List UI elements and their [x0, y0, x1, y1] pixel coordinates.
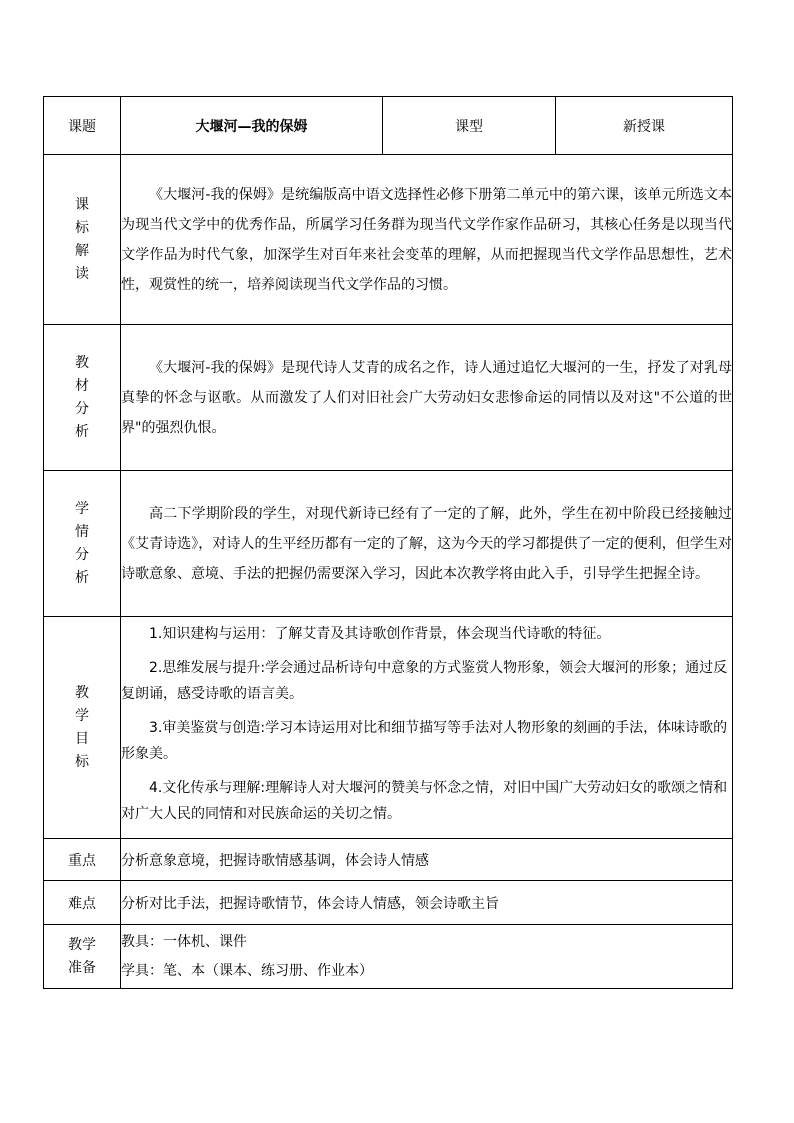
material-label-char: 析: [75, 423, 89, 440]
curriculum-content: [121, 155, 733, 325]
preparation-content: [121, 925, 733, 989]
material-text: 《大堰河-我的保姆》是现代诗人艾青的成名之作，诗人通过追忆大堰河的一生，抒发了对乳母真挚的怀念与讴歌。从而激发了人们对旧社会广大劳动妇女悲惨命运的同情以及对这"不公道的世界"的强烈仇恨。: [121, 359, 732, 436]
students-content: [121, 471, 733, 617]
goals-label-char: 标: [75, 753, 89, 770]
topic-value: 大堰河—我的保姆: [121, 97, 383, 155]
material-row: [44, 325, 733, 471]
key-points-label: 重点: [44, 839, 121, 881]
students-label-char: 析: [75, 569, 89, 586]
goal-item: 3.审美鉴赏与创造:学习本诗运用对比和细节描写等手法对人物形象的刻画的手法，体味诗歌的形象美。: [121, 719, 728, 762]
key-points-text: 分析意象意境，把握诗歌情感基调，体会诗人情感: [121, 839, 733, 881]
lesson-type-value: 新授课: [556, 97, 733, 155]
material-label-char: 材: [75, 377, 89, 394]
curriculum-label-char: 读: [75, 265, 89, 282]
curriculum-row: [44, 155, 733, 325]
lesson-type-label: 课型: [383, 97, 556, 155]
material-content: [121, 325, 733, 471]
teacher-tools: 教具：一体机、课件: [121, 933, 247, 950]
goal-item: 1.知识建构与运用：了解艾青及其诗歌创作背景，体会现当代诗歌的特征。: [149, 625, 611, 642]
lesson-plan-table: [43, 96, 733, 989]
material-label-char: 教: [75, 354, 89, 371]
student-tools: 学具：笔、本（课本、练习册、作业本）: [121, 962, 373, 979]
preparation-label: [44, 925, 121, 989]
curriculum-label: [44, 155, 121, 325]
students-row: [44, 471, 733, 617]
students-label-char: 学: [75, 500, 89, 517]
goals-label-char: 教: [75, 684, 89, 701]
curriculum-text: 《大堰河-我的保姆》是统编版高中语文选择性必修下册第二单元中的第六课，该单元所选文本为现当代文学中的优秀作品，所属学习任务群为现当代文学作家作品研习，其核心任务是以现当代文学作品为时代气象，加深学生对百年来社会变革的理解，从而把握现当代文学作品思想性，艺术性，观赏性的统一，培养阅读现当代文学作品的习惯。: [121, 186, 732, 293]
goals-label: [44, 617, 121, 839]
preparation-row: [44, 925, 733, 989]
key-points-row: [44, 839, 733, 881]
topic-label: 课题: [44, 97, 121, 155]
students-label-char: 分: [75, 546, 89, 563]
material-label-char: 分: [75, 400, 89, 417]
curriculum-label-char: 标: [75, 219, 89, 236]
goal-item: 2.思维发展与提升:学会通过品析诗句中意象的方式鉴赏人物形象，领会大堰河的形象；通过反复朗诵，感受诗歌的语言美。: [121, 659, 728, 702]
curriculum-label-char: 课: [75, 196, 89, 213]
preparation-label-line: 教学: [68, 936, 96, 953]
material-label: [44, 325, 121, 471]
goal-item: 4.文化传承与理解:理解诗人对大堰河的赞美与怀念之情，对旧中国广大劳动妇女的歌颂之情和对广大人民的同情和对民族命运的关切之情。: [121, 779, 728, 822]
difficulties-text: 分析对比手法，把握诗歌情节，体会诗人情感，领会诗歌主旨: [121, 881, 733, 925]
students-text: 高二下学期阶段的学生，对现代新诗已经有了一定的了解，此外，学生在初中阶段已经接触过《艾青诗选》，对诗人的生平经历都有一定的了解，这为今天的学习都提供了一定的便利，但学生对诗歌意象、意境、手法的把握仍需要深入学习，因此本次教学将由此入手，引导学生把握全诗。: [121, 505, 732, 582]
goals-label-char: 目: [75, 730, 89, 747]
curriculum-label-char: 解: [75, 242, 89, 259]
header-row: [44, 97, 733, 155]
difficulties-label: 难点: [44, 881, 121, 925]
goals-content: [121, 617, 733, 839]
students-label-char: 情: [75, 523, 89, 540]
difficulties-row: [44, 881, 733, 925]
goals-row: [44, 617, 733, 839]
goals-label-char: 学: [75, 707, 89, 724]
preparation-label-line: 准备: [68, 959, 96, 976]
students-label: [44, 471, 121, 617]
